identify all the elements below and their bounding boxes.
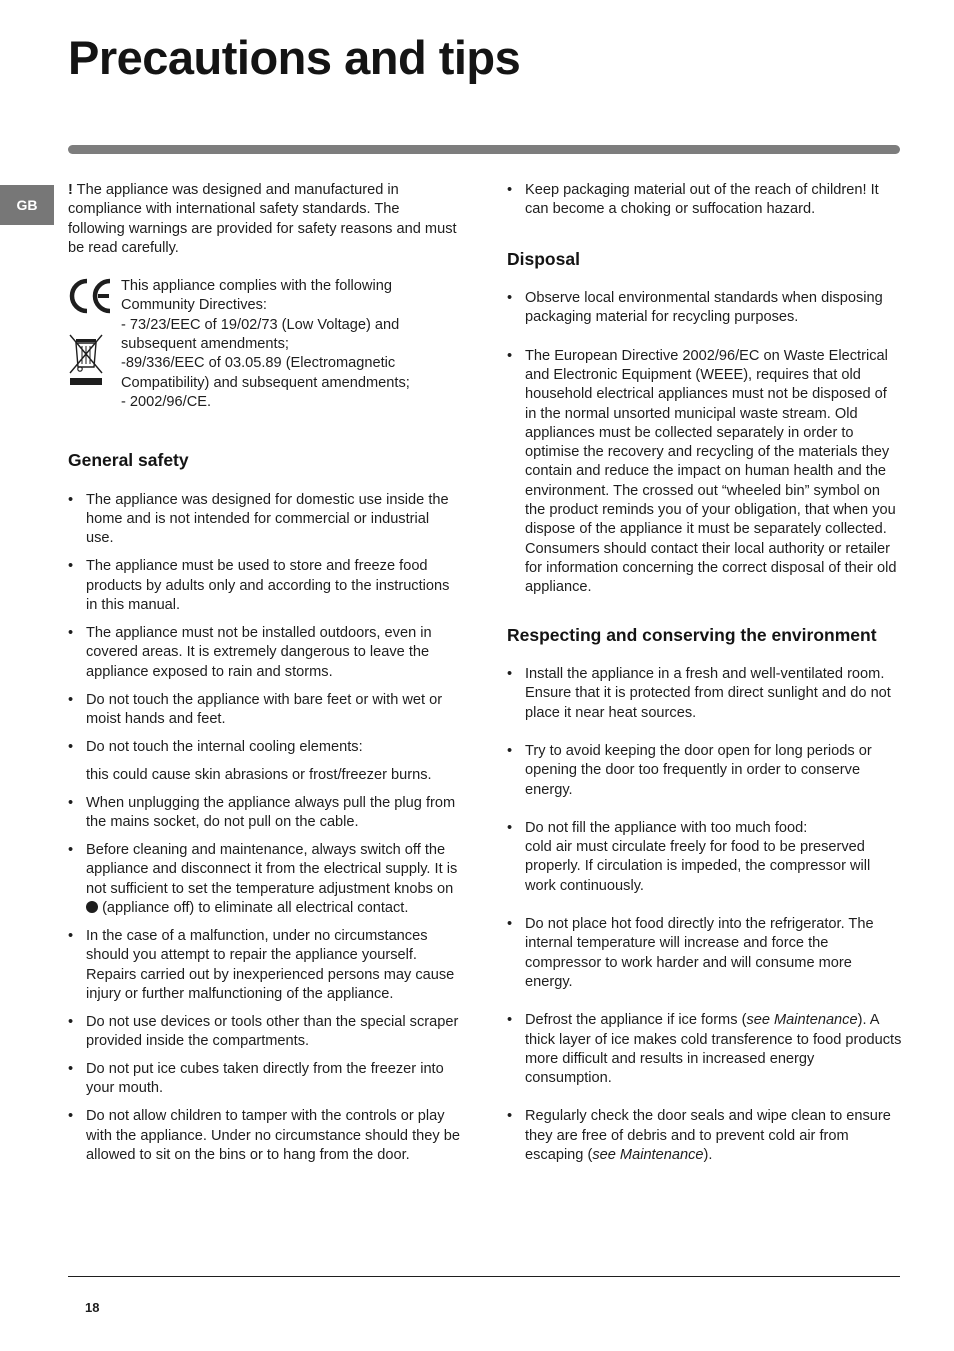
list-item: • Do not touch the appliance with bare feet or with wet or moist hands and feet. (68, 691, 460, 730)
list-item: • In the case of a malfunction, under no circumstances should you attempt to repair the appliance yourself. Repairs carried out by inexperienced persons may cause injury or further malfunctioning of the appliance. (68, 927, 460, 1004)
packaging-list (507, 181, 902, 220)
environment-heading: Respecting and conserving the environment (507, 624, 877, 645)
list-item: • The appliance must not be installed outdoors, even in covered areas. It is extremely dangerous to leave the appliance exposed to rain and storms. (68, 624, 460, 682)
footer-rule (68, 1276, 900, 1277)
knob-off-icon (86, 901, 98, 913)
directives-line: This appliance complies with the following Community Directives: (121, 278, 392, 314)
directives-line: - 2002/96/CE. (121, 393, 212, 410)
list-item-text: The European Directive 2002/96/EC on Waste Electrical and Electronic Equipment (WEEE), requires that old household electrical appliances must not be disposed of in the normal unsorted municipal waste stream. Old appliances must be collected separately in order to optimise the recovery and recycling of the materials they contain and reduce the impact on human health and the environment. The crossed out “wheeled bin” symbol on the product reminds you of your obligation, that when you dispose of the appliance it must be separately collected. (525, 347, 896, 538)
list-item-continuation: this could cause skin abrasions or frost/freezer burns. (86, 766, 432, 783)
list-item (507, 1107, 902, 1165)
list-item-text: Before cleaning and maintenance, always switch off the appliance and disconnect it from the electrical supply. It is not sufficient to set the temperature adjustment knobs on (86, 842, 458, 897)
right-column (507, 181, 902, 1184)
list-item: • When unplugging the appliance always pull the plug from the mains socket, do not pull on the cable. (68, 794, 460, 833)
list-item: • Install the appliance in a fresh and well-ventilated room. Ensure that it is protected from direct sunlight and do not place it near heat sources. (507, 665, 902, 723)
intro-paragraph (68, 181, 460, 258)
list-item: • Do not use devices or tools other than the special scraper provided inside the compartments. (68, 1013, 460, 1052)
list-item: • Do not touch the internal cooling elements: (68, 738, 460, 757)
list-item-text: ). (703, 1146, 713, 1163)
list-item (68, 841, 460, 918)
page-title: Precautions and tips (68, 31, 521, 84)
list-item: • Do not allow children to tamper with the controls or play with the appliance. Under no circumstance should they be allowed to sit on the bins or to hang from the door. (68, 1107, 460, 1165)
list-item: • Try to avoid keeping the door open for long periods or opening the door too frequently in order to conserve energy. (507, 742, 902, 800)
intro-text: The appliance was designed and manufactured in compliance with international safety standards. The following warnings are provided for safety reasons and must be read carefully. (68, 182, 457, 256)
ce-mark-icon (68, 277, 114, 315)
list-item: • The appliance must be used to store and freeze food products by adults only and according to the instructions in this manual. (68, 557, 460, 615)
list-item: • Keep packaging material out of the reach of children! It can become a choking or suffocation hazard. (507, 181, 902, 220)
list-item (507, 819, 902, 896)
warning-mark: ! (68, 182, 73, 198)
list-item-text: Regularly check the door seals and wipe clean to ensure they are free of debris and to prevent cold air from escaping ( (525, 1108, 891, 1163)
directives-line: - 73/23/EEC of 19/02/73 (Low Voltage) and subsequent amendments; (121, 316, 400, 353)
disposal-heading: Disposal (507, 248, 580, 269)
directives-block (68, 277, 460, 412)
list-item: • Do not put ice cubes taken directly from the freezer into your mouth. (68, 1060, 460, 1099)
list-item-text: Defrost the appliance if ice forms ( (525, 1012, 747, 1029)
cross-reference: see Maintenance (592, 1146, 704, 1163)
language-tab: GB (0, 185, 54, 225)
page-number: 18 (85, 1300, 100, 1315)
list-item-text: cold air must circulate freely for food to be preserved properly. If circulation is impeded, the compressor will work continuously. (525, 839, 871, 894)
list-item (507, 1011, 902, 1088)
list-item-text: (appliance off) to eliminate all electrical contact. (102, 899, 409, 916)
list-item: • Do not place hot food directly into the refrigerator. The internal temperature will increase and force the compressor to work harder and will consume more energy. (507, 915, 902, 992)
list-item-text: Do not fill the appliance with too much food: (525, 819, 808, 836)
general-safety-heading: General safety (68, 450, 189, 471)
crossed-wheeled-bin-icon (68, 333, 104, 387)
list-item (507, 347, 902, 598)
cross-reference: see Maintenance (746, 1012, 858, 1029)
disposal-list (507, 289, 902, 597)
left-column (68, 181, 460, 1174)
list-item: • Observe local environmental standards when disposing packaging material for recycling purposes. (507, 289, 902, 328)
list-item-text: Consumers should contact their local authority or retailer for information concerning the correct disposal of their old appliance. (525, 540, 897, 596)
list-item: • The appliance was designed for domestic use inside the home and is not intended for commercial or industrial use. (68, 491, 460, 549)
general-safety-list (68, 491, 460, 1165)
environment-list (507, 665, 902, 1165)
header-rule (68, 145, 900, 154)
list-item-text: ). A thick layer of ice makes cold transference to food products more difficult and results in increased energy consumption. (525, 1012, 902, 1087)
directives-line: -89/336/EEC of 03.05.89 (Electromagnetic Compatibility) and subsequent amendments; (121, 355, 410, 391)
